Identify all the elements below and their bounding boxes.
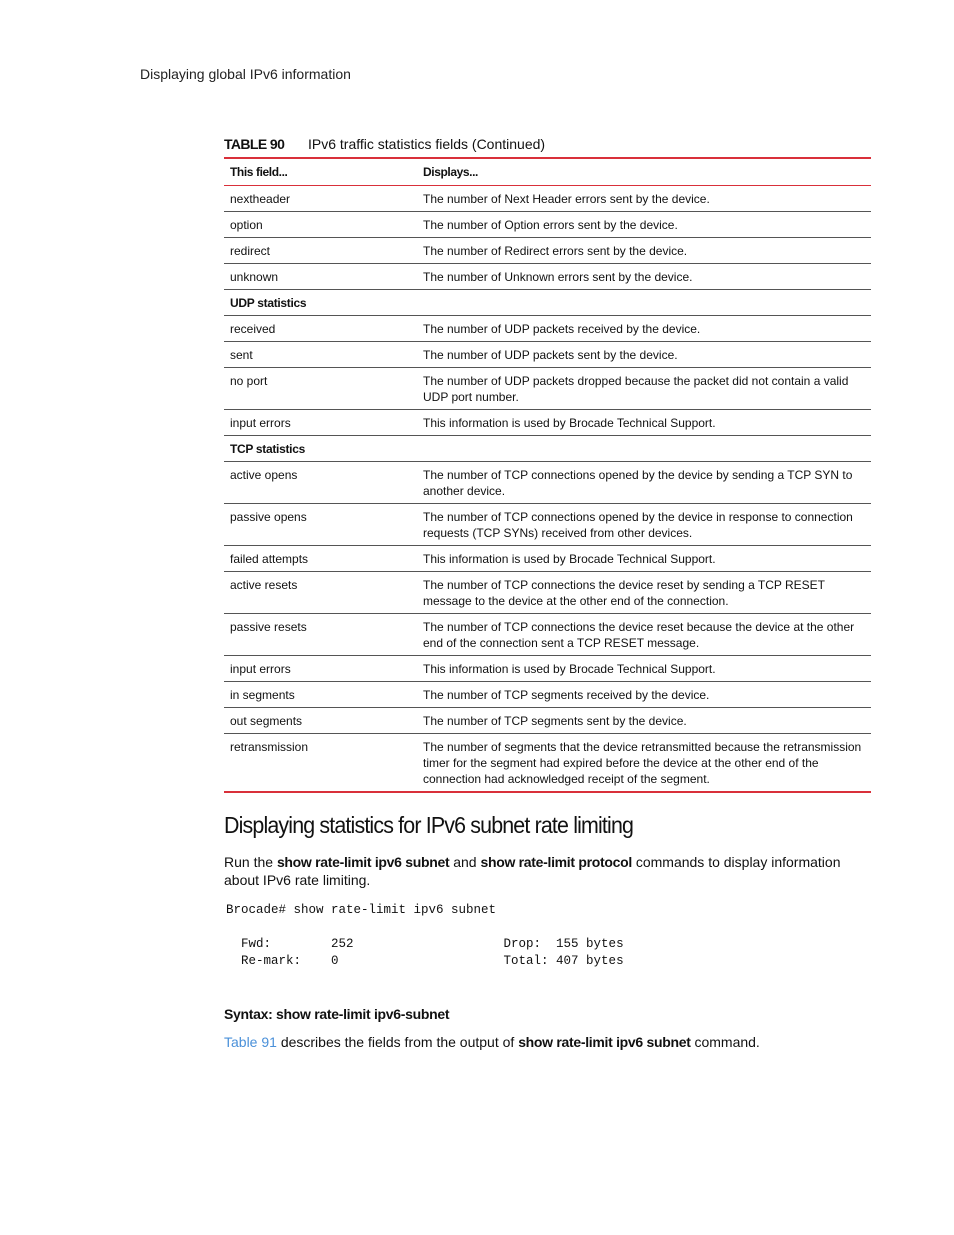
field-name-cell: passive opens xyxy=(224,504,417,546)
field-description-cell: This information is used by Brocade Technical Support. xyxy=(417,410,871,436)
table-row xyxy=(224,264,871,290)
table-row xyxy=(224,614,871,656)
table-row xyxy=(224,186,871,212)
field-name-cell: failed attempts xyxy=(224,546,417,572)
table-reference-paragraph xyxy=(224,1034,760,1050)
field-name-cell: active resets xyxy=(224,572,417,614)
table-row xyxy=(224,682,871,708)
table-row xyxy=(224,212,871,238)
field-name-cell: in segments xyxy=(224,682,417,708)
table-body xyxy=(224,186,871,792)
field-description-cell: The number of Next Header errors sent by the device. xyxy=(417,186,871,212)
table-title: IPv6 traffic statistics fields (Continued) xyxy=(308,136,546,152)
ipv6-traffic-statistics-table xyxy=(224,157,871,793)
table-91-link[interactable]: Table 91 xyxy=(224,1034,277,1050)
column-header-displays: Displays... xyxy=(417,159,871,186)
desc-text-1: describes the fields from the output of xyxy=(276,1034,519,1050)
intro-text-1: Run the xyxy=(224,854,277,870)
table-header-row xyxy=(224,159,871,186)
table-row xyxy=(224,708,871,734)
field-description-cell: The number of UDP packets sent by the device. xyxy=(417,342,871,368)
table-section-row xyxy=(224,436,871,462)
field-description-cell: The number of TCP segments sent by the device. xyxy=(417,708,871,734)
field-description-cell: The number of TCP connections the device reset by sending a TCP RESET message to the device at the other end of the connection. xyxy=(417,572,871,614)
table-row xyxy=(224,734,871,792)
intro-paragraph xyxy=(224,853,874,889)
table-row xyxy=(224,368,871,410)
field-description-cell: The number of Option errors sent by the device. xyxy=(417,212,871,238)
field-description-cell: The number of Unknown errors sent by the device. xyxy=(417,264,871,290)
table-section-row xyxy=(224,290,871,316)
field-name-cell: passive resets xyxy=(224,614,417,656)
field-description-cell: The number of UDP packets received by the device. xyxy=(417,316,871,342)
intro-text-2: and xyxy=(449,854,481,870)
table-row xyxy=(224,410,871,436)
table-row xyxy=(224,572,871,614)
field-name-cell: sent xyxy=(224,342,417,368)
field-description-cell xyxy=(417,290,871,316)
section-title: Displaying statistics for IPv6 subnet rate limiting xyxy=(224,812,634,838)
field-name-cell: active opens xyxy=(224,462,417,504)
running-head: Displaying global IPv6 information xyxy=(140,66,351,82)
table-row xyxy=(224,656,871,682)
field-description-cell: The number of TCP connections opened by the device in response to connection requests (TCP SYNs) received from other devices. xyxy=(417,504,871,546)
field-name-cell: received xyxy=(224,316,417,342)
field-name-cell: redirect xyxy=(224,238,417,264)
command-output-code-block: Brocade# show rate-limit ipv6 subnet Fwd: 252 Drop: 155 bytes Re-mark: 0 Total: 407 bytes xyxy=(226,903,624,968)
table-row xyxy=(224,316,871,342)
field-name-cell: out segments xyxy=(224,708,417,734)
field-name-cell: input errors xyxy=(224,410,417,436)
desc-text-2: command. xyxy=(690,1034,760,1050)
syntax-line: Syntax: show rate-limit ipv6-subnet xyxy=(224,1006,450,1022)
field-description-cell xyxy=(417,436,871,462)
field-description-cell: The number of segments that the device retransmitted because the retransmission timer for the segment had expired before the device at the other end of the connection had acknowledged receipt of the segment. xyxy=(423,740,862,786)
column-header-field: This field... xyxy=(224,159,417,186)
field-name-cell: retransmission xyxy=(230,740,309,754)
field-description-cell: The number of Redirect errors sent by the device. xyxy=(417,238,871,264)
section-label-cell: UDP statistics xyxy=(224,290,417,316)
field-description-cell: This information is used by Brocade Technical Support. xyxy=(417,656,871,682)
intro-text-3: commands to display information about IPv6 rate limiting. xyxy=(224,854,841,888)
table-row xyxy=(224,462,871,504)
desc-command: show rate-limit ipv6 subnet xyxy=(518,1034,691,1050)
table-caption xyxy=(224,136,545,152)
table-row xyxy=(224,342,871,368)
table-number: TABLE 90 xyxy=(224,136,285,152)
field-description-cell: This information is used by Brocade Technical Support. xyxy=(417,546,871,572)
field-description-cell: The number of TCP connections the device reset because the device at the other end of the connection sent a TCP RESET message. xyxy=(417,614,871,656)
section-label-cell: TCP statistics xyxy=(224,436,417,462)
table-row xyxy=(224,504,871,546)
command-show-rate-limit-protocol: show rate-limit protocol xyxy=(480,854,632,870)
field-name-cell: no port xyxy=(224,368,417,410)
table-row xyxy=(224,546,871,572)
command-show-rate-limit-ipv6-subnet: show rate-limit ipv6 subnet xyxy=(276,854,450,870)
field-name-cell: input errors xyxy=(224,656,417,682)
field-name-cell: option xyxy=(224,212,417,238)
field-name-cell: unknown xyxy=(224,264,417,290)
field-name-cell: nextheader xyxy=(224,186,417,212)
field-description-cell: The number of UDP packets dropped because the packet did not contain a valid UDP port number. xyxy=(417,368,871,410)
table-row xyxy=(224,238,871,264)
field-description-cell: The number of TCP connections opened by the device by sending a TCP SYN to another device. xyxy=(417,462,871,504)
field-description-cell: The number of TCP segments received by the device. xyxy=(417,682,871,708)
